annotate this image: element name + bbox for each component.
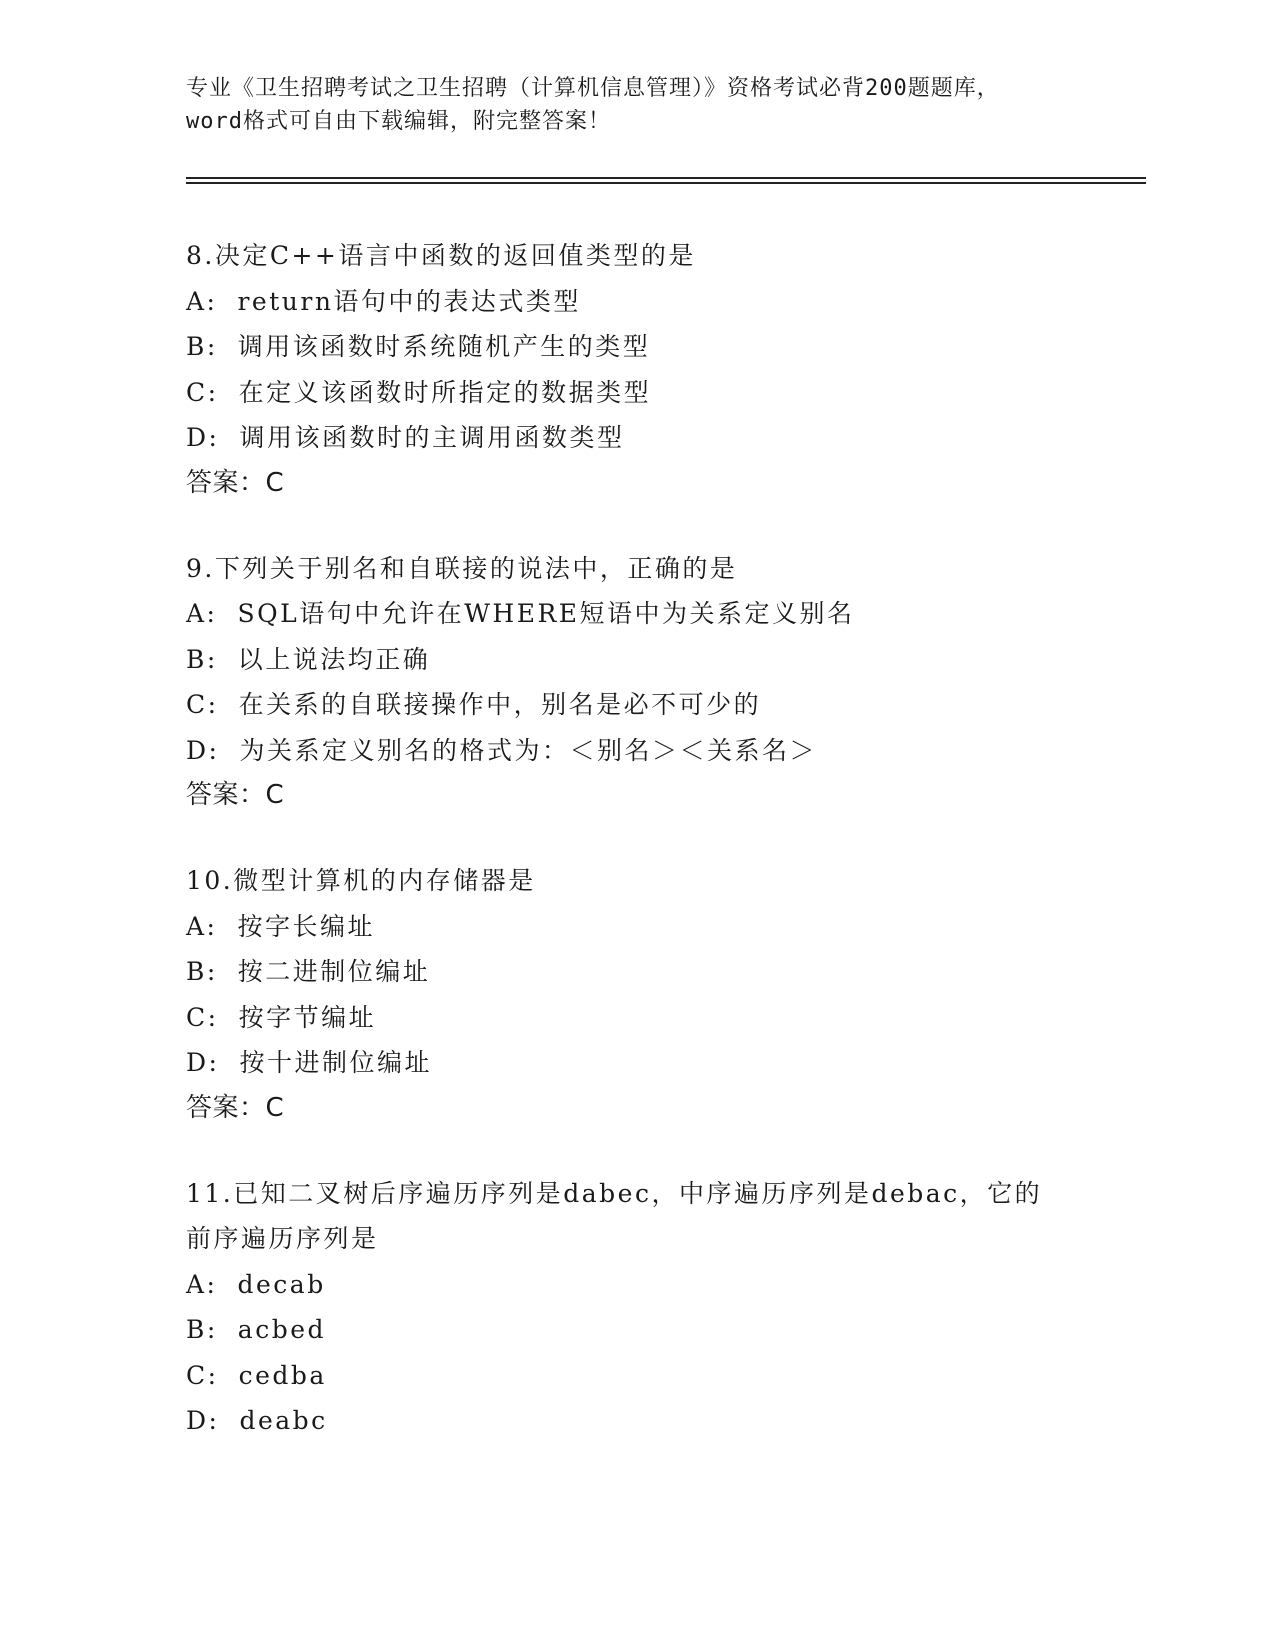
option-text: return语句中的表达式类型 xyxy=(237,286,581,316)
option-key: D: xyxy=(186,1406,220,1435)
option-c xyxy=(186,682,1106,728)
option-d xyxy=(186,1398,1106,1444)
answer-line: 答案：C xyxy=(186,467,285,498)
option-d xyxy=(186,1040,1106,1086)
option-key: A: xyxy=(186,286,218,316)
question-text: 8.决定C++语言中函数的返回值类型的是 xyxy=(186,241,696,270)
question-text: 11.已知二叉树后序遍历序列是dabec，中序遍历序列是debac，它的前序遍历序列是 xyxy=(186,1178,1043,1253)
option-b xyxy=(186,949,1106,995)
question-text: 9.下列关于别名和自联接的说法中，正确的是 xyxy=(186,553,738,583)
question-11 xyxy=(186,1171,1106,1444)
option-c xyxy=(186,370,1106,416)
answer-line: 答案：C xyxy=(186,1092,285,1123)
option-key: C: xyxy=(186,690,219,719)
option-a xyxy=(186,1262,1106,1308)
option-key: B: xyxy=(186,644,218,674)
option-text: 按二进制位编址 xyxy=(237,957,431,986)
option-a xyxy=(186,904,1106,950)
option-text: 按字长编址 xyxy=(237,911,375,941)
question-8 xyxy=(186,233,1106,505)
header-divider-bottom xyxy=(186,182,1146,184)
question-list xyxy=(186,233,1106,1485)
option-text: acbed xyxy=(237,1315,327,1344)
option-text: 在定义该函数时所指定的数据类型 xyxy=(238,377,652,407)
option-d xyxy=(186,728,1106,774)
option-key: A: xyxy=(186,599,218,628)
option-text: decab xyxy=(237,1269,326,1299)
option-b xyxy=(186,324,1106,370)
option-key: D: xyxy=(186,423,220,452)
question-9 xyxy=(186,546,1106,818)
option-text: 为关系定义别名的格式为：＜别名＞＜关系名＞ xyxy=(239,735,817,765)
option-text: 按十进制位编址 xyxy=(239,1048,432,1077)
header-line-2: word格式可自由下载编辑，附完整答案！ xyxy=(186,109,611,134)
option-a xyxy=(186,279,1106,325)
header-line-1: 专业《卫生招聘考试之卫生招聘（计算机信息管理）》资格考试必背200题题库， xyxy=(186,76,1000,101)
option-text: 按字节编址 xyxy=(238,1002,377,1032)
option-text: SQL语句中允许在WHERE短语中为关系定义别名 xyxy=(237,599,855,628)
option-b xyxy=(186,637,1106,683)
option-key: C: xyxy=(186,1002,219,1032)
option-text: 调用该函数时系统随机产生的类型 xyxy=(237,332,651,361)
option-key: B: xyxy=(186,1315,218,1344)
option-text: deabc xyxy=(239,1406,328,1435)
option-key: C: xyxy=(186,377,219,407)
option-text: 以上说法均正确 xyxy=(237,644,431,674)
option-c xyxy=(186,995,1106,1041)
document-header xyxy=(186,72,1086,138)
option-d xyxy=(186,415,1106,461)
option-key: A: xyxy=(186,911,218,941)
option-b xyxy=(186,1307,1106,1353)
option-key: D: xyxy=(186,735,220,765)
question-text: 10.微型计算机的内存储器是 xyxy=(186,866,536,895)
answer-line: 答案：C xyxy=(186,780,285,810)
header-divider-top xyxy=(186,177,1146,179)
option-key: B: xyxy=(186,957,218,986)
option-text: 调用该函数时的主调用函数类型 xyxy=(239,423,625,452)
question-10 xyxy=(186,858,1106,1130)
option-text: cedba xyxy=(238,1360,327,1390)
option-key: C: xyxy=(186,1360,219,1390)
option-key: B: xyxy=(186,332,218,361)
option-key: D: xyxy=(186,1048,220,1077)
option-a xyxy=(186,591,1106,637)
option-c xyxy=(186,1353,1106,1399)
option-text: 在关系的自联接操作中，别名是必不可少的 xyxy=(238,690,762,719)
option-key: A: xyxy=(186,1269,218,1299)
